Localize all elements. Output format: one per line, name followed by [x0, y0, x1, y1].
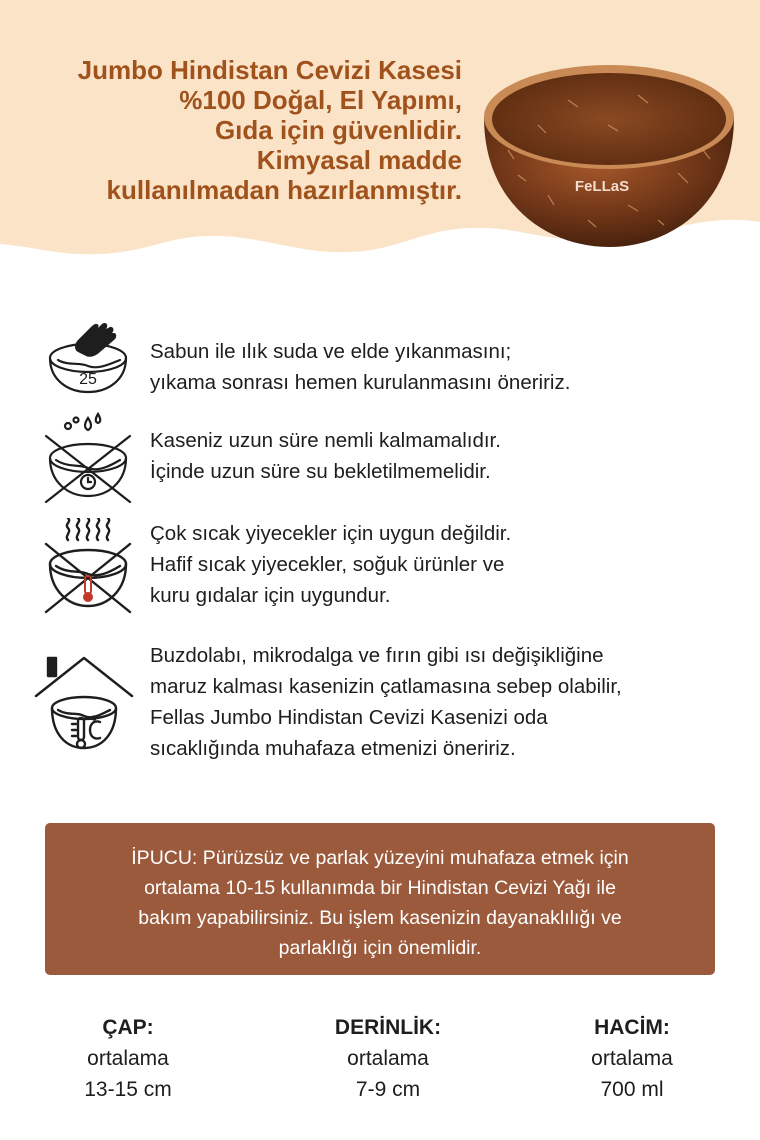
no-soaking-bowl-icon [40, 410, 136, 520]
care-line: İçinde uzun süre su bekletilmemelidir. [150, 460, 491, 483]
care-line: sıcaklığında muhafaza etmenizi öneririz. [150, 737, 516, 760]
tip-line: bakım yapabilirsiniz. Bu işlem kasenizin dayanaklılığı ve [138, 907, 622, 929]
care-text [150, 336, 750, 398]
no-hot-food-bowl-icon [40, 518, 136, 628]
title-line: kullanılmadan hazırlanmıştır. [106, 175, 462, 205]
tip-line: İPUCU: Pürüzsüz ve parlak yüzeyini muhafaza etmek için [131, 847, 629, 869]
dimension-volume [532, 1012, 732, 1105]
dimension-label: DERİNLİK: [334, 1016, 442, 1039]
care-item-room-temperature [0, 640, 760, 770]
dimension-label: ÇAP: [102, 1016, 154, 1039]
dimension-depth [288, 1012, 488, 1105]
care-line: kuru gıdalar için uygundur. [150, 584, 391, 607]
temperature-label: 25 [79, 371, 97, 388]
dimension-qualifier: ortalama [591, 1047, 673, 1070]
care-line: Buzdolabı, mikrodalga ve fırın gibi ısı değişikliğine [150, 644, 604, 667]
dimension-value: 7-9 cm [355, 1078, 421, 1101]
care-item-no-soaking [0, 410, 760, 510]
dimension-value: 13-15 cm [84, 1078, 172, 1101]
care-item-no-hot-food [0, 518, 760, 628]
care-line: maruz kalması kasenizin çatlamasına sebep olabilir, [150, 675, 622, 698]
bowl-brand-text: FeLLaS [574, 178, 630, 195]
title-line: Jumbo Hindistan Cevizi Kasesi [77, 55, 462, 85]
title-line: Kimyasal madde [256, 145, 462, 175]
product-title [2, 55, 462, 205]
care-line: Hafif sıcak yiyecekler, soğuk ürünler ve [150, 553, 505, 576]
header-banner [0, 0, 760, 270]
care-text [150, 518, 750, 611]
tip-line: parlaklığı için önemlidir. [278, 937, 482, 959]
tip-box [45, 823, 715, 975]
dimension-value: 700 ml [600, 1078, 664, 1101]
care-line: Fellas Jumbo Hindistan Cevizi Kasenizi oda [150, 706, 548, 729]
dimension-qualifier: ortalama [347, 1047, 429, 1070]
care-text [150, 425, 750, 487]
title-line: Gıda için güvenlidir. [214, 115, 462, 145]
tip-line: ortalama 10-15 kullanımda bir Hindistan Cevizi Yağı ile [144, 877, 616, 899]
room-temperature-storage-icon [34, 652, 134, 772]
care-line: Sabun ile ılık suda ve elde yıkanmasını; [150, 340, 512, 363]
title-line: %100 Doğal, El Yapımı, [179, 85, 462, 115]
care-line: Kaseniz uzun süre nemli kalmamalıdır. [150, 429, 501, 452]
coconut-bowl-image [478, 55, 740, 250]
care-line: yıkama sonrası hemen kurulanmasını öneririz. [150, 371, 571, 394]
dimension-diameter [28, 1012, 228, 1105]
dimension-qualifier: ortalama [87, 1047, 169, 1070]
dimension-label: HACİM: [594, 1016, 670, 1039]
care-line: Çok sıcak yiyecekler için uygun değildir. [150, 522, 512, 545]
care-item-hand-wash [0, 318, 760, 418]
care-text [150, 640, 750, 764]
tip-text [45, 843, 715, 963]
